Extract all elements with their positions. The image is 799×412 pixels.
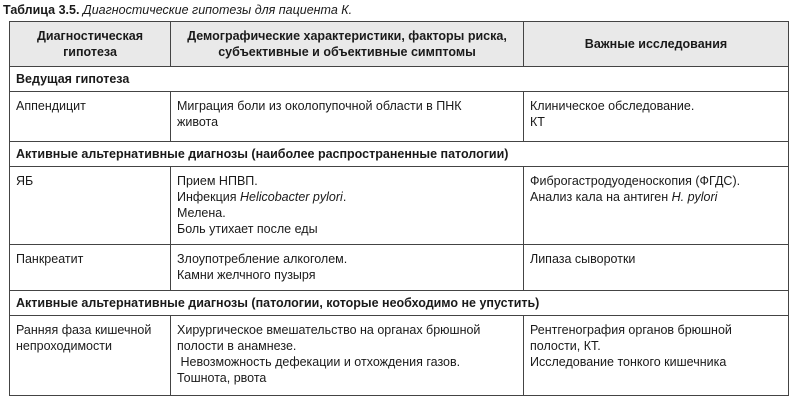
tests-cell: Фиброгастродуоденоскопия (ФГДС). Анализ кала на антиген H. pylori (524, 167, 789, 245)
symptoms-cell: Миграция боли из околопупочной области в ПНК живота (171, 92, 524, 142)
section-title: Ведущая гипотеза (10, 67, 789, 92)
symptoms-cell: Хирургическое вмешательство на органах брюшной полости в анамнезе. Невозможность дефекации и отхождения газов. Тошнота, рвота (171, 316, 524, 396)
table-row (10, 92, 789, 142)
section-title: Активные альтернативные диагнозы (патологии, которые необходимо не упустить) (10, 291, 789, 316)
section-title: Активные альтернативные диагнозы (наиболее распространенные патологии) (10, 142, 789, 167)
tests-cell: Клиническое обследование. КТ (524, 92, 789, 142)
header-tests: Важные исследования (524, 22, 789, 67)
caption-label: Таблица 3.5. (3, 3, 80, 17)
section-row (10, 142, 789, 167)
tests-cell: Липаза сыворотки (524, 245, 789, 291)
hypothesis-cell: Аппендицит (10, 92, 171, 142)
header-symptoms: Демографические характеристики, факторы риска, субъективные и объективные симптомы (171, 22, 524, 67)
table-row (10, 245, 789, 291)
table-caption (3, 2, 352, 18)
hypothesis-cell: Панкреатит (10, 245, 171, 291)
symptoms-cell: Злоупотребление алкоголем. Камни желчного пузыря (171, 245, 524, 291)
hypothesis-cell: Ранняя фаза кишечной непроходимости (10, 316, 171, 396)
symptoms-cell: Прием НПВП. Инфекция Helicobacter pylori. Мелена. Боль утихает после еды (171, 167, 524, 245)
caption-text: Диагностические гипотезы для пациента К. (79, 3, 353, 17)
diagnostic-hypotheses-table (9, 21, 789, 396)
section-row (10, 291, 789, 316)
header-hypothesis: Диагностическая гипотеза (10, 22, 171, 67)
table-row (10, 167, 789, 245)
table-row (10, 316, 789, 396)
hypothesis-cell: ЯБ (10, 167, 171, 245)
tests-cell: Рентгенография органов брюшной полости, КТ. Исследование тонкого кишечника (524, 316, 789, 396)
section-row (10, 67, 789, 92)
table-header-row (10, 22, 789, 67)
